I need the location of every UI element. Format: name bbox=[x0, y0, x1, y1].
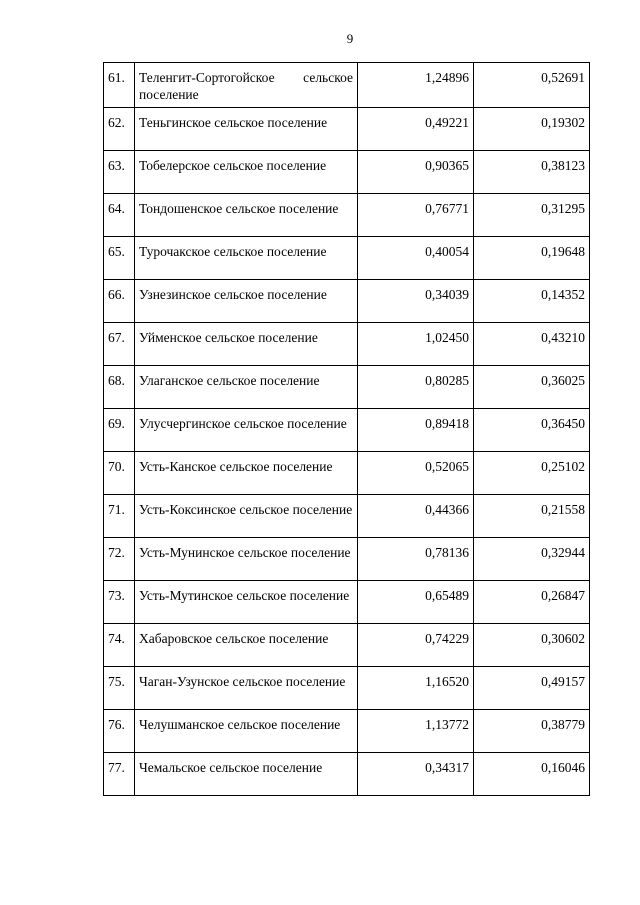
table-row bbox=[104, 538, 590, 581]
settlement-name: Усть-Мунинское сельское поселение bbox=[135, 538, 358, 581]
table-row bbox=[104, 366, 590, 409]
table-row bbox=[104, 280, 590, 323]
table-row bbox=[104, 409, 590, 452]
row-number: 77. bbox=[104, 753, 135, 796]
settlement-name: Теленгит-Сортогойское сельское поселение bbox=[135, 63, 358, 108]
row-number: 76. bbox=[104, 710, 135, 753]
value-column-2: 0,49157 bbox=[474, 667, 590, 710]
row-number: 72. bbox=[104, 538, 135, 581]
settlement-name: Усть-Канское сельское поселение bbox=[135, 452, 358, 495]
value-column-2: 0,36025 bbox=[474, 366, 590, 409]
table-row bbox=[104, 710, 590, 753]
settlement-name: Тобелерское сельское поселение bbox=[135, 151, 358, 194]
value-column-2: 0,19302 bbox=[474, 108, 590, 151]
value-column-1: 0,74229 bbox=[358, 624, 474, 667]
value-column-1: 0,44366 bbox=[358, 495, 474, 538]
value-column-2: 0,38779 bbox=[474, 710, 590, 753]
value-column-1: 0,78136 bbox=[358, 538, 474, 581]
table-row bbox=[104, 151, 590, 194]
value-column-2: 0,43210 bbox=[474, 323, 590, 366]
table-row bbox=[104, 63, 590, 108]
value-column-2: 0,52691 bbox=[474, 63, 590, 108]
table-row bbox=[104, 581, 590, 624]
row-number: 75. bbox=[104, 667, 135, 710]
settlement-name: Усть-Коксинское сельское поселение bbox=[135, 495, 358, 538]
table-row bbox=[104, 753, 590, 796]
value-column-2: 0,30602 bbox=[474, 624, 590, 667]
value-column-1: 0,52065 bbox=[358, 452, 474, 495]
table-row bbox=[104, 495, 590, 538]
settlement-name: Чемальское сельское поселение bbox=[135, 753, 358, 796]
row-number: 67. bbox=[104, 323, 135, 366]
settlement-name: Узнезинское сельское поселение bbox=[135, 280, 358, 323]
settlement-name: Улусчергинское сельское поселение bbox=[135, 409, 358, 452]
row-number: 70. bbox=[104, 452, 135, 495]
settlement-name: Турочакское сельское поселение bbox=[135, 237, 358, 280]
table-row bbox=[104, 624, 590, 667]
settlement-name: Улаганское сельское поселение bbox=[135, 366, 358, 409]
row-number: 73. bbox=[104, 581, 135, 624]
value-column-2: 0,36450 bbox=[474, 409, 590, 452]
value-column-2: 0,25102 bbox=[474, 452, 590, 495]
row-number: 66. bbox=[104, 280, 135, 323]
value-column-1: 0,40054 bbox=[358, 237, 474, 280]
table-row bbox=[104, 237, 590, 280]
page-number: 9 bbox=[346, 31, 354, 46]
row-number: 69. bbox=[104, 409, 135, 452]
value-column-2: 0,31295 bbox=[474, 194, 590, 237]
settlement-name: Хабаровское сельское поселение bbox=[135, 624, 358, 667]
row-number: 63. bbox=[104, 151, 135, 194]
value-column-1: 0,90365 bbox=[358, 151, 474, 194]
value-column-1: 0,65489 bbox=[358, 581, 474, 624]
value-column-2: 0,14352 bbox=[474, 280, 590, 323]
value-column-2: 0,32944 bbox=[474, 538, 590, 581]
settlement-name: Челушманское сельское поселение bbox=[135, 710, 358, 753]
settlement-name: Усть-Мутинское сельское поселение bbox=[135, 581, 358, 624]
row-number: 74. bbox=[104, 624, 135, 667]
value-column-2: 0,19648 bbox=[474, 237, 590, 280]
row-number: 64. bbox=[104, 194, 135, 237]
row-number: 68. bbox=[104, 366, 135, 409]
value-column-1: 0,80285 bbox=[358, 366, 474, 409]
value-column-1: 0,34039 bbox=[358, 280, 474, 323]
table-row bbox=[104, 667, 590, 710]
table-row bbox=[104, 194, 590, 237]
row-number: 65. bbox=[104, 237, 135, 280]
value-column-1: 1,24896 bbox=[358, 63, 474, 108]
value-column-2: 0,38123 bbox=[474, 151, 590, 194]
value-column-1: 1,13772 bbox=[358, 710, 474, 753]
row-number: 71. bbox=[104, 495, 135, 538]
table-row bbox=[104, 108, 590, 151]
row-number: 62. bbox=[104, 108, 135, 151]
table-body bbox=[104, 63, 590, 796]
settlement-name: Уйменское сельское поселение bbox=[135, 323, 358, 366]
value-column-1: 1,16520 bbox=[358, 667, 474, 710]
settlement-name: Теньгинское сельское поселение bbox=[135, 108, 358, 151]
value-column-1: 0,49221 bbox=[358, 108, 474, 151]
value-column-2: 0,16046 bbox=[474, 753, 590, 796]
value-column-1: 0,76771 bbox=[358, 194, 474, 237]
value-column-1: 0,89418 bbox=[358, 409, 474, 452]
value-column-2: 0,26847 bbox=[474, 581, 590, 624]
table-row bbox=[104, 452, 590, 495]
value-column-1: 1,02450 bbox=[358, 323, 474, 366]
settlement-name: Чаган-Узунское сельское поселение bbox=[135, 667, 358, 710]
value-column-2: 0,21558 bbox=[474, 495, 590, 538]
settlement-name: Тондошенское сельское поселение bbox=[135, 194, 358, 237]
settlement-coefficients-table bbox=[103, 62, 590, 796]
row-number: 61. bbox=[104, 63, 135, 108]
value-column-1: 0,34317 bbox=[358, 753, 474, 796]
table-row bbox=[104, 323, 590, 366]
